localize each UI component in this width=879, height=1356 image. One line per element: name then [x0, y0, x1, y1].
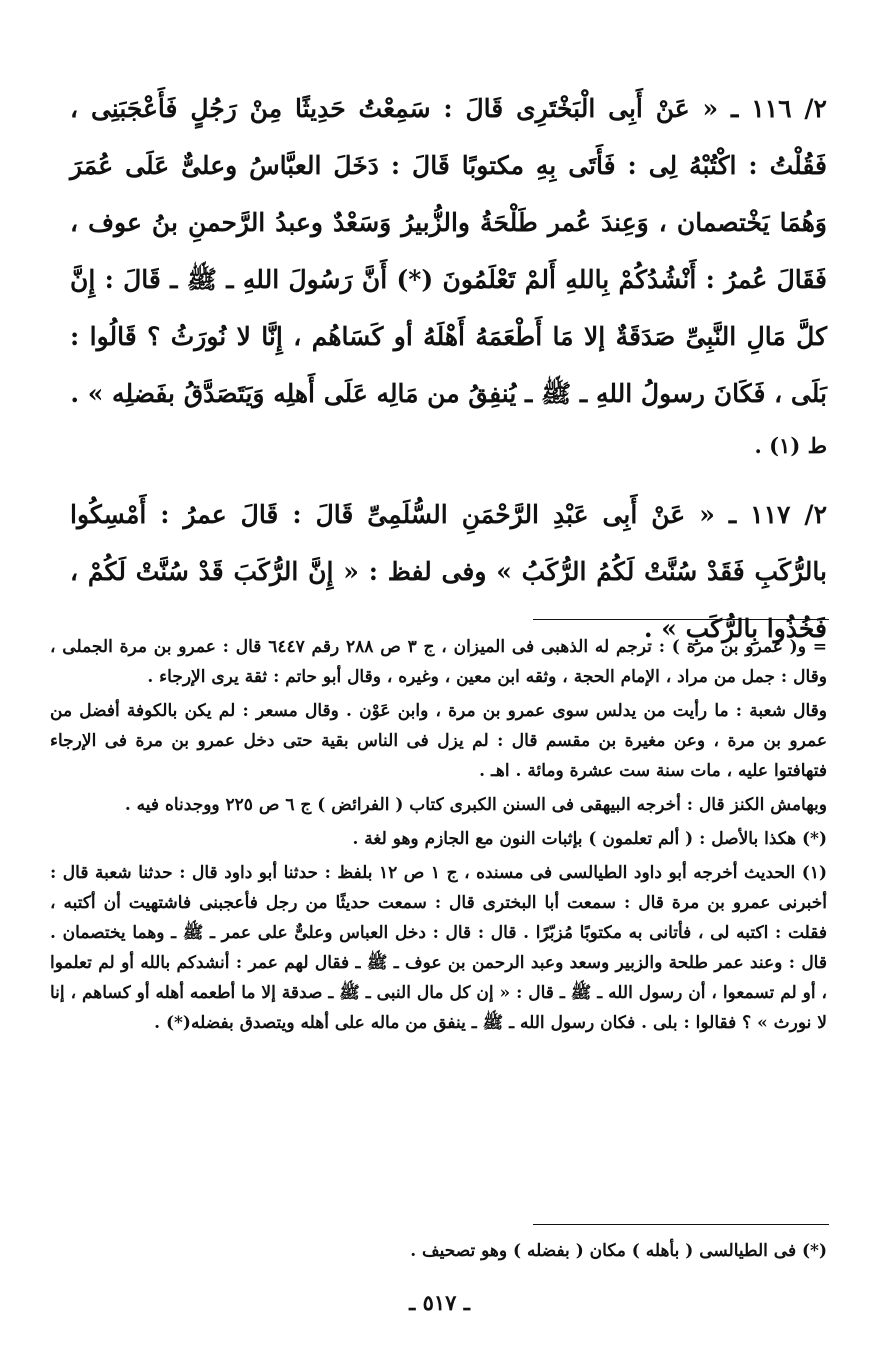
footnote-1: (١) الحديث أخرجه أبو داود الطيالسى فى مسنده ، ج ١ ص ١٢ بلفظ : حدثنا أبو داود قال : حدثنا شعبة قال : أخبرنى عمرو بن مرة قال : سمعت أبا البخترى قال : سمعت حديثًا من رجل فأعجبنى فاشتهيت أن أكتبه ، فقلت : اكتبه لى ، فأتانى به مكتوبًا مُزبّرًا . قال : قال : دخل العباس وعلىٌّ على عمر ـ ﷺ ـ وهما يختصمان . قال : وعند عمر طلحة والزبير وسعد وعبد الرحمن بن عوف ـ ﷺ ـ فقال لهم عمر : أنشدكم بالله أو لم تعلموا ، أو لم تسمعوا ، أن رسول الله ـ ﷺ ـ قال : « إن كل مال النبى ـ ﷺ ـ صدقة إلا ما أطعمه أهله أو كساهم ، إنا لا نورث » ؟ فقالوا : بلى . فكان رسول الله ـ ﷺ ـ ينفق من ماله على أهله ويتصدق بفضله(*) . [50, 863, 827, 1033]
footnotes [50, 632, 827, 1038]
footnote-tayalisi: (*) فى الطيالسى ( بأهله ) مكان ( بفضله ) وهو تصحيف . [410, 1241, 827, 1261]
footnote-asterisk: (*) هكذا بالأصل : ( ألم تعلمون ) بإثبات النون مع الجازم وهو لغة . [352, 829, 827, 849]
hadith-116: ٢/ ١١٦ ـ « عَنْ أَبِى الْبَخْتَرِى قَالَ : سَمِعْتُ حَدِيثًا مِنْ رَجُلٍ فَأَعْجَبَنِى ، فَقُلْتُ : اكْتُبْهُ لِى : فَأَتَى بِهِ مكتوبًا قَالَ : دَخَلَ العبَّاسُ وعلىٌّ عَلَى عُمَرَ وَهُمَا يَخْتصمان ، وَعِندَ عُمر طَلْحَةُ والزُّبيرُ وَسَعْدٌ وعبدُ الرَّحمنِ بنُ عوف ، فَقَالَ عُمرُ : أَنْشُدُكُمْ بِاللهِ أَلمْ تَعْلَمُونَ (*) أَنَّ رَسُولَ اللهِ ـ ﷺ ـ قَالَ : إِنَّ كلَّ مَالِ النَّبِىِّ صَدَقَةٌ إلا مَا أَطْعَمَهُ أَهْلَهُ أو كَسَاهُم ، إِنَّا لا نُورَثُ ؟ قَالُوا : بَلَى ، فَكَانَ رسولُ اللهِ ـ ﷺ ـ يُنفِقُ من مَالِه عَلَى أَهلِه وَيَتَصَدَّقُ بفَضلِه » . [70, 94, 827, 408]
footnote-kanz-margin: وبهامش الكنز قال : أخرجه البيهقى فى السنن الكبرى كتاب ( الفرائض ) ج ٦ ص ٢٢٥ ووجدناه فيه . [124, 795, 827, 815]
spacer [70, 468, 827, 486]
hadith-117: ٢/ ١١٧ ـ « عَنْ أَبِى عَبْدِ الرَّحْمَنِ السُّلَمِىِّ قَالَ : قَالَ عمرُ : أَمْسِكُوا بالرُّكَبِ فَقَدْ سُنَّتْ لَكُمُ الرُّكَبُ » وفى لفظ : « إِنَّ الرُّكَبَ قَدْ سُنَّتْ لَكُمْ ، فَخُذُوا بِالرُّكَبِ » . [70, 500, 827, 643]
bottom-footnote-block [50, 1236, 827, 1266]
footnote-separator-2 [533, 1224, 829, 1225]
footnote-narrator-continued: وقال شعبة : ما رأيت من يدلس سوى عمرو بن مرة ، وابن عَوْن . وقال مسعر : لم يكن بالكوفة أفضل من عمرو بن مرة ، وعن مغيرة بن مقسم قال : لم يزل فى الناس بقية حتى دخل عمرو بن مرة فى الإرجاء فتهافتوا عليه ، مات سنة ست عشرة ومائة . اهـ . [50, 701, 827, 781]
main-text [70, 80, 827, 657]
page-number: ـ ٥١٧ ـ [409, 1290, 470, 1315]
footnote-separator [533, 619, 829, 620]
footnote-narrator: = و( عمرو بن مرة ) : ترجم له الذهبى فى الميزان ، ج ٣ ص ٢٨٨ رقم ٦٤٤٧ قال : عمرو بن مرة الجملى ، وقال : جمل من مراد ، الإمام الحجة ، وثقه ابن معين ، وغيره ، وقال أبو حاتم : ثقة يرى الإرجاء . [50, 637, 827, 687]
source-marker: ط (١) . [754, 433, 827, 458]
